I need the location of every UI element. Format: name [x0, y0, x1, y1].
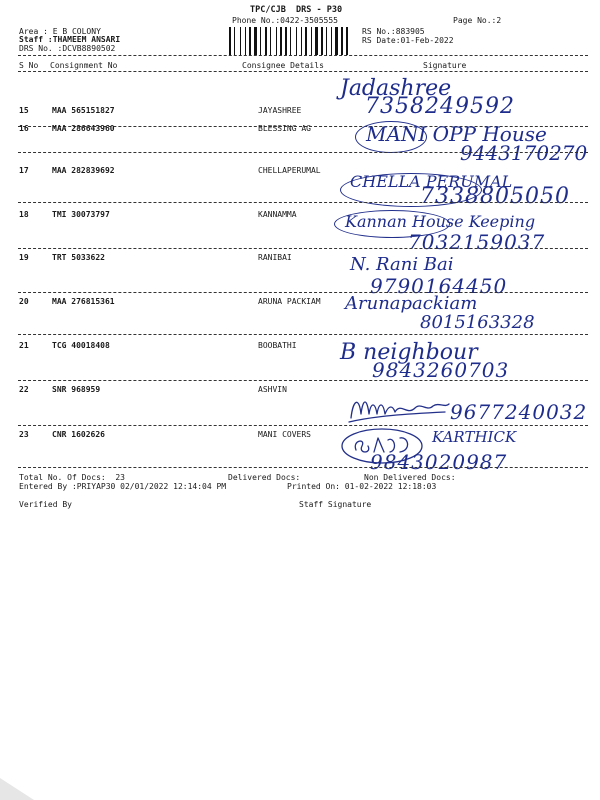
barcode-bar [301, 27, 302, 55]
signature-name: B neighbour [340, 340, 478, 365]
row-sno: 22 [19, 385, 29, 394]
barcode-bar [346, 27, 348, 55]
barcode-bar [308, 27, 310, 55]
divider [18, 380, 588, 381]
barcode-bar [341, 27, 343, 55]
row-consignment: TRT 5033622 [52, 253, 105, 262]
row-sno: 21 [19, 341, 29, 350]
row-consignment: TCG 40018408 [52, 341, 110, 350]
row-consignee: ARUNA PACKIAM [258, 297, 321, 306]
row-consignee: ASHVIN [258, 385, 287, 394]
barcode-bar [319, 27, 320, 55]
signature-phone: 9843260703 [372, 358, 510, 382]
signature-name: MANI OPP House [366, 122, 547, 146]
signature-phone: 9677240032 [450, 400, 588, 424]
signature-phone: 9843020987 [370, 450, 508, 474]
signature-name: CHELLA PERUMAL [350, 172, 513, 191]
barcode-bar [321, 27, 323, 55]
row-consignee: MANI COVERS [258, 430, 311, 439]
barcode-bar [311, 27, 312, 55]
row-consignee: CHELLAPERUMAL [258, 166, 321, 175]
row-sno: 18 [19, 210, 29, 219]
signature-phone: 9443170270 [460, 141, 588, 165]
barcode-bar [262, 27, 264, 55]
entered-by: Entered By :PRIYAP30 02/01/2022 12:14:04 PM [19, 482, 227, 491]
barcode-bar [260, 27, 261, 55]
row-consignment: MAA 286643960 [52, 124, 115, 133]
barcode-bar [234, 27, 235, 55]
barcode-bar [285, 27, 287, 55]
barcode-bar [298, 27, 300, 55]
divider [18, 71, 588, 72]
barcode-bar [290, 27, 291, 55]
divider [18, 334, 588, 335]
barcode-bar [283, 27, 284, 55]
divider [18, 202, 588, 203]
barcode-bar [296, 27, 297, 55]
staff-label: Staff :THAMEEM ANSARI [19, 35, 121, 44]
barcode-bar [292, 27, 295, 55]
divider [18, 152, 588, 153]
signature-phone: 7032159037 [408, 230, 546, 254]
total-docs: Total No. Of Docs: 23 [19, 473, 125, 482]
barcode-bar [326, 27, 327, 55]
barcode-bar [339, 27, 340, 55]
barcode-bar [229, 27, 231, 55]
row-consignment: SNR 968959 [52, 385, 101, 394]
verified-by: Verified By [19, 500, 72, 509]
barcode-bar [344, 27, 345, 55]
row-consignment: MAA 276815361 [52, 297, 115, 306]
row-consignment: TMI 30073797 [52, 210, 110, 219]
phone-number: Phone No.:0422-3505555 [232, 16, 338, 25]
barcode-bar [245, 27, 246, 55]
row-consignee: BOOBATHI [258, 341, 297, 350]
col-consignment: Consignment No [50, 61, 118, 70]
barcode-bar [258, 27, 259, 55]
row-consignment: MAA 282839692 [52, 166, 115, 175]
row-consignment: CNR 1602626 [52, 430, 105, 439]
barcode-bar [242, 27, 244, 55]
signature-name: KARTHICK [432, 428, 517, 446]
barcode-bar [265, 27, 267, 55]
col-sno: S No [19, 61, 39, 70]
row-sno: 23 [19, 430, 29, 439]
divider [18, 292, 588, 293]
signature-name: Arunapackiam [345, 293, 478, 314]
barcode-bar [324, 27, 325, 55]
row-consignee: KANNAMMA [258, 210, 297, 219]
signature-name: Kannan House Keeping [345, 212, 536, 231]
rs-number: RS No.:883905 [362, 27, 425, 36]
signature-name: Jadashree [340, 76, 452, 101]
row-consignee: JAYASHREE [258, 106, 302, 115]
barcode-bar [270, 27, 271, 55]
drs-number: DRS No. :DCVB8890502 [19, 44, 116, 53]
barcode-bar [303, 27, 304, 55]
barcode-bar [276, 27, 277, 55]
col-signature: Signature [423, 61, 467, 70]
barcode-bar [236, 27, 239, 55]
row-sno: 20 [19, 297, 29, 306]
divider [18, 248, 588, 249]
barcode-bar [333, 27, 334, 55]
barcode-bar [288, 27, 289, 55]
barcode-bar [272, 27, 275, 55]
barcode-bar [254, 27, 257, 55]
rs-date: RS Date:01-Feb-2022 [362, 36, 454, 45]
staff-signature: Staff Signature [299, 500, 372, 509]
barcode-bar [335, 27, 338, 55]
barcode-bar [240, 27, 241, 55]
divider [18, 55, 588, 56]
barcode-bar [249, 27, 251, 55]
barcode-bar [328, 27, 330, 55]
printed-on: Printed On: 01-02-2022 12:18:03 [287, 482, 437, 491]
signature-phone: 7358249592 [365, 94, 515, 119]
divider [18, 425, 588, 426]
non-delivered-docs: Non Delivered Docs: [364, 473, 456, 482]
sheet-title: TPC/CJB DRS - P30 [250, 5, 343, 15]
barcode-bar [252, 27, 253, 55]
row-consignee: BLESSING AG [258, 124, 311, 133]
col-consignee: Consignee Details [242, 61, 324, 70]
barcode-bar [278, 27, 279, 55]
barcode-bar [313, 27, 314, 55]
area-label: Area : E B COLONY [19, 27, 101, 36]
signature-phone: 9790164450 [370, 274, 508, 298]
row-consignment: MAA 565151827 [52, 106, 115, 115]
barcode-bar [247, 27, 248, 55]
page-number: Page No.:2 [453, 16, 502, 25]
divider [18, 467, 588, 468]
barcode [229, 27, 353, 55]
barcode-bar [232, 27, 233, 55]
barcode-bar [305, 27, 307, 55]
barcode-bar [268, 27, 269, 55]
signature-name: N. Rani Bai [350, 254, 454, 275]
barcode-bar [315, 27, 318, 55]
row-sno: 16 [19, 124, 29, 133]
row-sno: 17 [19, 166, 29, 175]
barcode-bar [331, 27, 332, 55]
signature-phone: 7338805050 [420, 184, 570, 209]
handwritten-signature [345, 392, 455, 426]
delivered-docs: Delivered Docs: [228, 473, 301, 482]
barcode-bar [280, 27, 282, 55]
row-sno: 19 [19, 253, 29, 262]
row-consignee: RANIBAI [258, 253, 292, 262]
row-sno: 15 [19, 106, 29, 115]
signature-phone: 8015163328 [420, 312, 535, 333]
page-corner-shadow [0, 778, 34, 800]
